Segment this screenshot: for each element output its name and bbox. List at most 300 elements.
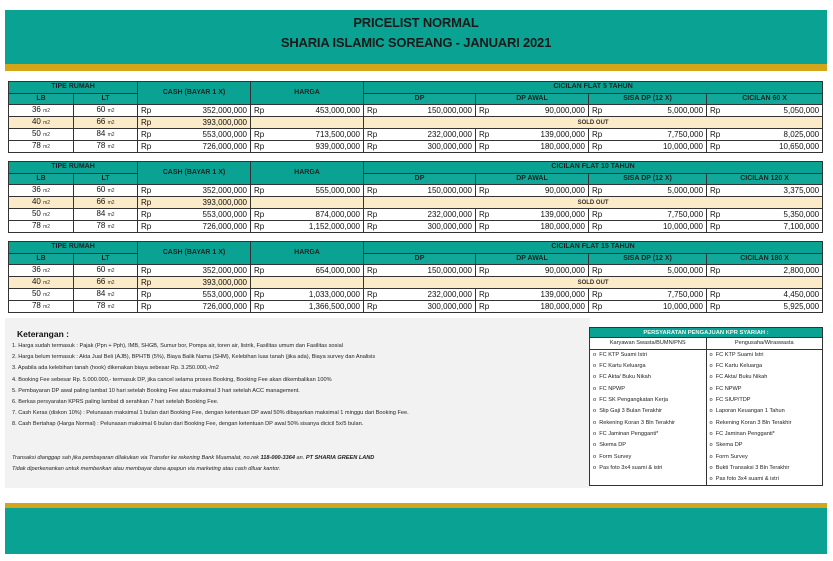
kpr-item-label: FC Kartu Keluarga xyxy=(599,363,646,370)
lt-cell: 78 m2 xyxy=(74,221,138,233)
kpr-item xyxy=(706,417,823,428)
kpr-row xyxy=(590,417,823,428)
kpr-item-label: Form Survey xyxy=(715,453,748,460)
currency-label: Rp xyxy=(476,265,494,277)
lt-cell: 84 m2 xyxy=(74,129,138,141)
note-item: 7. Cash Keras (diskon 10%) : Pelunasan maksimal 1 bulan dari Booking Fee, dengan ketentuan DP awal 50% dibayarkan maksimal 1 minggu dari Booking Fee. xyxy=(12,410,409,417)
kpr-item xyxy=(590,429,707,440)
bullet-icon: o xyxy=(709,363,713,370)
lb-cell: 50 m2 xyxy=(9,289,74,301)
header-cicilan: CICILAN 120 X xyxy=(707,173,823,185)
note-item: 6. Berkas persyaratan KPRS paling lambat di serahkan 7 hari setelah Booking Fee. xyxy=(12,398,219,405)
kpr-item-label: Rekening Koran 3 Bln Terakhir xyxy=(715,419,792,426)
bullet-icon: o xyxy=(709,408,713,415)
currency-label: Rp xyxy=(138,141,156,153)
bullet-icon: o xyxy=(709,442,713,449)
cash-cell: 553,000,000 xyxy=(156,129,251,141)
bullet-icon: o xyxy=(593,352,597,358)
currency-label: Rp xyxy=(707,289,725,301)
unit-label: m2 xyxy=(107,304,115,310)
currency-label: Rp xyxy=(138,105,156,117)
empty-cell xyxy=(251,117,364,129)
lt-cell: 84 m2 xyxy=(74,289,138,301)
currency-label: Rp xyxy=(364,209,382,221)
kpr-title: PERSYARATAN PENGAJUAN KPR SYARIAH : xyxy=(590,328,823,338)
kpr-item-label: Rekening Koran 3 Bln Terakhir xyxy=(599,419,676,426)
currency-label: Rp xyxy=(251,301,269,313)
bullet-icon: o xyxy=(709,464,713,471)
unit-label: m2 xyxy=(43,304,51,310)
kpr-item-label: FC Kartu Keluarga xyxy=(715,363,763,370)
kpr-row xyxy=(590,384,823,395)
bullet-icon: o xyxy=(709,352,713,358)
dp-awal-cell: 90,000,000 xyxy=(494,105,589,117)
unit-label: m2 xyxy=(43,120,51,126)
currency-label: Rp xyxy=(476,141,494,153)
header-cicilan-title: CICILAN FLAT 10 TAHUN xyxy=(364,162,823,174)
transfer-an: an. xyxy=(296,455,305,461)
empty-cell xyxy=(251,277,364,289)
dp-awal-cell: 90,000,000 xyxy=(494,265,589,277)
kpr-item-label: FC SK Pengangkatan Kerja xyxy=(599,397,668,404)
currency-label: Rp xyxy=(589,265,607,277)
header-lt: LT xyxy=(74,253,138,265)
currency-label: Rp xyxy=(138,185,156,197)
lb-cell: 36 m2 xyxy=(9,185,74,197)
transfer-note xyxy=(12,453,374,475)
note-item: 3. Apabila ada kelebihan tanah (hook) dikenakan biaya sebesar Rp. 3.250.000,-/m2 xyxy=(12,365,219,372)
bullet-icon: o xyxy=(709,397,713,404)
unit-label: m2 xyxy=(43,280,51,286)
kpr-item xyxy=(706,451,823,462)
sisa-dp-cell: 7,750,000 xyxy=(607,289,707,301)
currency-label: Rp xyxy=(138,265,156,277)
dp-awal-cell: 139,000,000 xyxy=(494,289,589,301)
sisa-dp-cell: 7,750,000 xyxy=(607,209,707,221)
unit-label: m2 xyxy=(107,224,115,230)
currency-label: Rp xyxy=(138,117,156,129)
harga-cell: 654,000,000 xyxy=(269,265,364,277)
header-cash: CASH (BAYAR 1 X) xyxy=(138,82,251,105)
unit-label: m2 xyxy=(107,144,115,150)
note-item: 4. Booking Fee sebesar Rp. 5.000.000,- termasuk DP, jika cancel selama proses Booking, Booking Fee akan dikembalikan 100% xyxy=(12,376,332,383)
header-cicilan-title: CICILAN FLAT 15 TAHUN xyxy=(364,242,823,254)
lt-cell: 78 m2 xyxy=(74,141,138,153)
footer-banner xyxy=(5,508,827,554)
header-lt: LT xyxy=(74,173,138,185)
currency-label: Rp xyxy=(707,221,725,233)
cicilan-cell: 4,450,000 xyxy=(725,289,823,301)
lt-cell: 78 m2 xyxy=(74,301,138,313)
unit-label: m2 xyxy=(107,120,115,126)
lb-cell: 36 m2 xyxy=(9,265,74,277)
bullet-icon: o xyxy=(593,363,597,370)
lb-cell: 36 m2 xyxy=(9,105,74,117)
table-row xyxy=(9,301,823,313)
kpr-item-label: FC KTP Suami Istri xyxy=(599,352,647,358)
header-cicilan: CICILAN 60 X xyxy=(707,93,823,105)
lb-cell: 78 m2 xyxy=(9,301,74,313)
cash-cell: 352,000,000 xyxy=(156,265,251,277)
kpr-item xyxy=(706,361,823,372)
kpr-row xyxy=(590,429,823,440)
bullet-icon: o xyxy=(593,442,597,449)
currency-label: Rp xyxy=(476,185,494,197)
bullet-icon: o xyxy=(709,419,713,426)
header-dp-awal: DP AWAL xyxy=(476,93,589,105)
dp-cell: 150,000,000 xyxy=(382,105,476,117)
harga-cell: 874,000,000 xyxy=(269,209,364,221)
currency-label: Rp xyxy=(251,185,269,197)
lt-cell: 66 m2 xyxy=(74,117,138,129)
harga-cell: 1,152,000,000 xyxy=(269,221,364,233)
lt-cell: 66 m2 xyxy=(74,197,138,209)
sisa-dp-cell: 10,000,000 xyxy=(607,221,707,233)
currency-label: Rp xyxy=(707,209,725,221)
currency-label: Rp xyxy=(138,277,156,289)
dp-awal-cell: 180,000,000 xyxy=(494,221,589,233)
note-item: 2. Harga belum termasuk : Akta Jual Beli (AJB), BPHTB (5%), Biaya Balik Nama (SHM), Kelebihan luas tanah (jika ada), Biaya survey dan Analisis xyxy=(12,354,376,361)
cash-cell: 726,000,000 xyxy=(156,221,251,233)
unit-label: m2 xyxy=(43,108,51,114)
transfer-warning: Tidak diperkenankan untuk memberikan atau membayar dana apapun via marketing atau cash diluar kantor. xyxy=(12,466,281,472)
kpr-item xyxy=(706,440,823,451)
currency-label: Rp xyxy=(364,105,382,117)
note-item: 1. Harga sudah termasuk : Pajak (Ppn + Pph), IMB, SHGB, Sumur bor, Pompa air, toren air, listrik, Fasilitas umum dan Fasilitas sosial xyxy=(12,343,343,349)
bullet-icon: o xyxy=(709,453,713,460)
header-harga: HARGA xyxy=(251,82,364,105)
dp-awal-cell: 90,000,000 xyxy=(494,185,589,197)
unit-label: m2 xyxy=(43,292,51,298)
cicilan-cell: 2,800,000 xyxy=(725,265,823,277)
currency-label: Rp xyxy=(251,289,269,301)
currency-label: Rp xyxy=(707,265,725,277)
kpr-item-label: Pas foto 3x4 suami & istri xyxy=(715,475,779,482)
currency-label: Rp xyxy=(476,129,494,141)
lt-cell: 84 m2 xyxy=(74,209,138,221)
page-title: PRICELIST NORMAL xyxy=(353,15,479,30)
currency-label: Rp xyxy=(364,289,382,301)
kpr-item xyxy=(590,417,707,428)
sold-out-label: SOLD OUT xyxy=(364,197,823,209)
pricelist-table xyxy=(8,161,823,233)
currency-label: Rp xyxy=(364,141,382,153)
notes-title: Keterangan : xyxy=(17,329,69,339)
currency-label: Rp xyxy=(589,289,607,301)
header-harga: HARGA xyxy=(251,162,364,185)
currency-label: Rp xyxy=(364,265,382,277)
currency-label: Rp xyxy=(138,209,156,221)
currency-label: Rp xyxy=(589,141,607,153)
bullet-icon: o xyxy=(593,374,597,381)
header-cicilan-title: CICILAN FLAT 5 TAHUN xyxy=(364,82,823,94)
currency-label: Rp xyxy=(364,301,382,313)
cash-cell: 393,000,000 xyxy=(156,117,251,129)
lb-cell: 50 m2 xyxy=(9,129,74,141)
currency-label: Rp xyxy=(589,221,607,233)
kpr-item-label: Skema DP xyxy=(715,442,743,449)
bullet-icon: o xyxy=(709,475,713,482)
header-dp: DP xyxy=(364,253,476,265)
table-row xyxy=(9,209,823,221)
kpr-item-label: Slip Gaji 3 Bulan Terakhir xyxy=(599,408,662,415)
kpr-row xyxy=(590,474,823,486)
kpr-item xyxy=(590,440,707,451)
unit-label: m2 xyxy=(107,292,115,298)
kpr-item xyxy=(706,384,823,395)
kpr-item xyxy=(706,395,823,406)
table-row xyxy=(9,197,823,209)
cash-cell: 553,000,000 xyxy=(156,209,251,221)
header-dp-awal: DP AWAL xyxy=(476,173,589,185)
kpr-row xyxy=(590,406,823,417)
lb-cell: 40 m2 xyxy=(9,117,74,129)
currency-label: Rp xyxy=(589,185,607,197)
harga-cell: 1,366,500,000 xyxy=(269,301,364,313)
kpr-item-label: Bukti Transaksi 3 Bln Terakhir xyxy=(715,464,790,471)
currency-label: Rp xyxy=(364,185,382,197)
cicilan-cell: 5,050,000 xyxy=(725,105,823,117)
kpr-item xyxy=(590,406,707,417)
cash-cell: 726,000,000 xyxy=(156,141,251,153)
harga-cell: 939,000,000 xyxy=(269,141,364,153)
kpr-row xyxy=(590,372,823,383)
page-subtitle: SHARIA ISLAMIC SOREANG - JANUARI 2021 xyxy=(280,35,552,50)
unit-label: m2 xyxy=(43,268,51,274)
table-row xyxy=(9,221,823,233)
header-dp-awal: DP AWAL xyxy=(476,253,589,265)
dp-awal-cell: 139,000,000 xyxy=(494,129,589,141)
table-row xyxy=(9,129,823,141)
header-cash: CASH (BAYAR 1 X) xyxy=(138,242,251,265)
currency-label: Rp xyxy=(589,209,607,221)
cicilan-cell: 8,025,000 xyxy=(725,129,823,141)
header-tipe-rumah: TIPE RUMAH xyxy=(9,82,138,94)
note-item: 8. Cash Bertahap (Harga Normal) : Pelunasan maksimal 6 bulan dari Booking Fee, dengan ketentuan DP awal 50% sisanya dicicil 5x/5 bulan. xyxy=(12,421,364,428)
table-row xyxy=(9,277,823,289)
dp-cell: 300,000,000 xyxy=(382,141,476,153)
gold-divider-top xyxy=(5,64,827,71)
currency-label: Rp xyxy=(476,105,494,117)
currency-label: Rp xyxy=(138,221,156,233)
kpr-row xyxy=(590,350,823,362)
unit-label: m2 xyxy=(107,268,115,274)
unit-label: m2 xyxy=(43,212,51,218)
lb-cell: 40 m2 xyxy=(9,277,74,289)
currency-label: Rp xyxy=(138,301,156,313)
currency-label: Rp xyxy=(251,209,269,221)
header-harga: HARGA xyxy=(251,242,364,265)
bullet-icon: o xyxy=(593,430,597,437)
kpr-row xyxy=(590,361,823,372)
currency-label: Rp xyxy=(251,221,269,233)
header-tipe-rumah: TIPE RUMAH xyxy=(9,242,138,254)
header-dp: DP xyxy=(364,93,476,105)
kpr-item-label: FC SIUP/TDP xyxy=(715,397,751,404)
dp-cell: 232,000,000 xyxy=(382,209,476,221)
table-row xyxy=(9,185,823,197)
kpr-item xyxy=(590,451,707,462)
pricelist-table xyxy=(8,241,823,313)
cash-cell: 393,000,000 xyxy=(156,277,251,289)
harga-cell: 555,000,000 xyxy=(269,185,364,197)
dp-cell: 150,000,000 xyxy=(382,265,476,277)
lt-cell: 60 m2 xyxy=(74,185,138,197)
kpr-item xyxy=(590,463,707,474)
company-name: PT SHARIA GREEN LAND xyxy=(305,455,375,461)
currency-label: Rp xyxy=(476,221,494,233)
table-row xyxy=(9,105,823,117)
unit-label: m2 xyxy=(43,188,51,194)
currency-label: Rp xyxy=(251,265,269,277)
currency-label: Rp xyxy=(707,301,725,313)
currency-label: Rp xyxy=(589,105,607,117)
kpr-item xyxy=(590,350,707,362)
bullet-icon: o xyxy=(593,385,597,392)
kpr-item-label: FC NPWP xyxy=(715,385,742,392)
kpr-item-label: FC Akta/ Buku Nikah xyxy=(599,374,651,381)
cicilan-cell: 7,100,000 xyxy=(725,221,823,233)
header-sisa-dp: SISA DP (12 X) xyxy=(589,93,707,105)
lt-cell: 60 m2 xyxy=(74,105,138,117)
lt-cell: 66 m2 xyxy=(74,277,138,289)
kpr-item xyxy=(706,463,823,474)
cicilan-cell: 10,650,000 xyxy=(725,141,823,153)
sisa-dp-cell: 5,000,000 xyxy=(607,265,707,277)
cash-cell: 553,000,000 xyxy=(156,289,251,301)
account-number: 118-000-3364 xyxy=(260,455,295,461)
dp-awal-cell: 180,000,000 xyxy=(494,301,589,313)
harga-cell: 713,500,000 xyxy=(269,129,364,141)
kpr-item-label: FC NPWP xyxy=(599,385,626,392)
currency-label: Rp xyxy=(251,105,269,117)
bullet-icon: o xyxy=(593,408,597,415)
bullet-icon: o xyxy=(593,397,597,404)
kpr-requirements-table xyxy=(589,327,823,486)
lt-cell: 60 m2 xyxy=(74,265,138,277)
sisa-dp-cell: 5,000,000 xyxy=(607,105,707,117)
sisa-dp-cell: 5,000,000 xyxy=(607,185,707,197)
unit-label: m2 xyxy=(107,108,115,114)
header-lb: LB xyxy=(9,173,74,185)
header-tipe-rumah: TIPE RUMAH xyxy=(9,162,138,174)
currency-label: Rp xyxy=(364,221,382,233)
unit-label: m2 xyxy=(43,200,51,206)
dp-awal-cell: 180,000,000 xyxy=(494,141,589,153)
currency-label: Rp xyxy=(476,209,494,221)
sisa-dp-cell: 7,750,000 xyxy=(607,129,707,141)
unit-label: m2 xyxy=(43,144,51,150)
kpr-item xyxy=(706,350,823,362)
bullet-icon: o xyxy=(709,385,713,392)
kpr-row xyxy=(590,395,823,406)
kpr-item xyxy=(706,372,823,383)
empty-cell xyxy=(251,197,364,209)
table-row xyxy=(9,265,823,277)
currency-label: Rp xyxy=(707,141,725,153)
unit-label: m2 xyxy=(107,188,115,194)
dp-cell: 232,000,000 xyxy=(382,289,476,301)
kpr-item xyxy=(706,406,823,417)
cash-cell: 352,000,000 xyxy=(156,185,251,197)
harga-cell: 1,033,000,000 xyxy=(269,289,364,301)
currency-label: Rp xyxy=(476,289,494,301)
transfer-text: Transaksi dianggap sah jika pembayaran dilakukan via Transfer ke rekening Bank Muamalat, no.rek xyxy=(12,455,259,461)
kpr-item xyxy=(706,474,823,486)
bullet-icon: o xyxy=(593,419,597,426)
currency-label: Rp xyxy=(707,185,725,197)
table-row xyxy=(9,289,823,301)
notes-list xyxy=(12,341,409,431)
lb-cell: 78 m2 xyxy=(9,141,74,153)
kpr-item-label: Form Survey xyxy=(599,453,632,460)
bullet-icon: o xyxy=(709,430,713,437)
currency-label: Rp xyxy=(251,129,269,141)
header-cash: CASH (BAYAR 1 X) xyxy=(138,162,251,185)
kpr-row xyxy=(590,463,823,474)
kpr-item xyxy=(590,361,707,372)
bullet-icon: o xyxy=(709,374,713,381)
note-item: 5. Pembayaran DP awal paling lambat 10 hari setelah Booking Fee atau maksimal 3 hari setelah ACC management. xyxy=(12,387,300,394)
cicilan-cell: 3,375,000 xyxy=(725,185,823,197)
dp-cell: 300,000,000 xyxy=(382,301,476,313)
header-cicilan: CICILAN 180 X xyxy=(707,253,823,265)
kpr-row xyxy=(590,440,823,451)
kpr-item xyxy=(590,474,707,486)
unit-label: m2 xyxy=(43,224,51,230)
sisa-dp-cell: 10,000,000 xyxy=(607,301,707,313)
dp-cell: 232,000,000 xyxy=(382,129,476,141)
sisa-dp-cell: 10,000,000 xyxy=(607,141,707,153)
unit-label: m2 xyxy=(107,280,115,286)
kpr-item-label: Laporan Keuangan 1 Tahun xyxy=(715,408,785,415)
currency-label: Rp xyxy=(138,289,156,301)
pricelist-table xyxy=(8,81,823,153)
kpr-item xyxy=(590,372,707,383)
currency-label: Rp xyxy=(476,301,494,313)
kpr-item-label: FC Jaminan Pengganti* xyxy=(715,430,775,437)
harga-cell: 453,000,000 xyxy=(269,105,364,117)
cash-cell: 352,000,000 xyxy=(156,105,251,117)
lb-cell: 40 m2 xyxy=(9,197,74,209)
table-row xyxy=(9,117,823,129)
kpr-col-entrepreneur: Pengusaha/Wiraswasta xyxy=(706,338,823,350)
header-lt: LT xyxy=(74,93,138,105)
header-banner xyxy=(5,10,827,65)
header-sisa-dp: SISA DP (12 X) xyxy=(589,253,707,265)
cicilan-cell: 5,925,000 xyxy=(725,301,823,313)
sold-out-label: SOLD OUT xyxy=(364,117,823,129)
currency-label: Rp xyxy=(138,129,156,141)
currency-label: Rp xyxy=(138,197,156,209)
kpr-item-label: FC KTP Suami Istri xyxy=(715,352,764,358)
header-dp: DP xyxy=(364,173,476,185)
kpr-item-label: FC Jaminan Pengganti* xyxy=(599,430,659,437)
currency-label: Rp xyxy=(707,105,725,117)
header-lb: LB xyxy=(9,253,74,265)
unit-label: m2 xyxy=(43,132,51,138)
kpr-row xyxy=(590,451,823,462)
kpr-item-label: Pas foto 3x4 suami & istri xyxy=(599,464,663,471)
bullet-icon: o xyxy=(593,464,597,471)
cash-cell: 726,000,000 xyxy=(156,301,251,313)
dp-cell: 300,000,000 xyxy=(382,221,476,233)
kpr-item-label: FC Akta/ Buku Nikah xyxy=(715,374,768,381)
currency-label: Rp xyxy=(589,129,607,141)
kpr-item xyxy=(706,429,823,440)
currency-label: Rp xyxy=(251,141,269,153)
table-row xyxy=(9,141,823,153)
